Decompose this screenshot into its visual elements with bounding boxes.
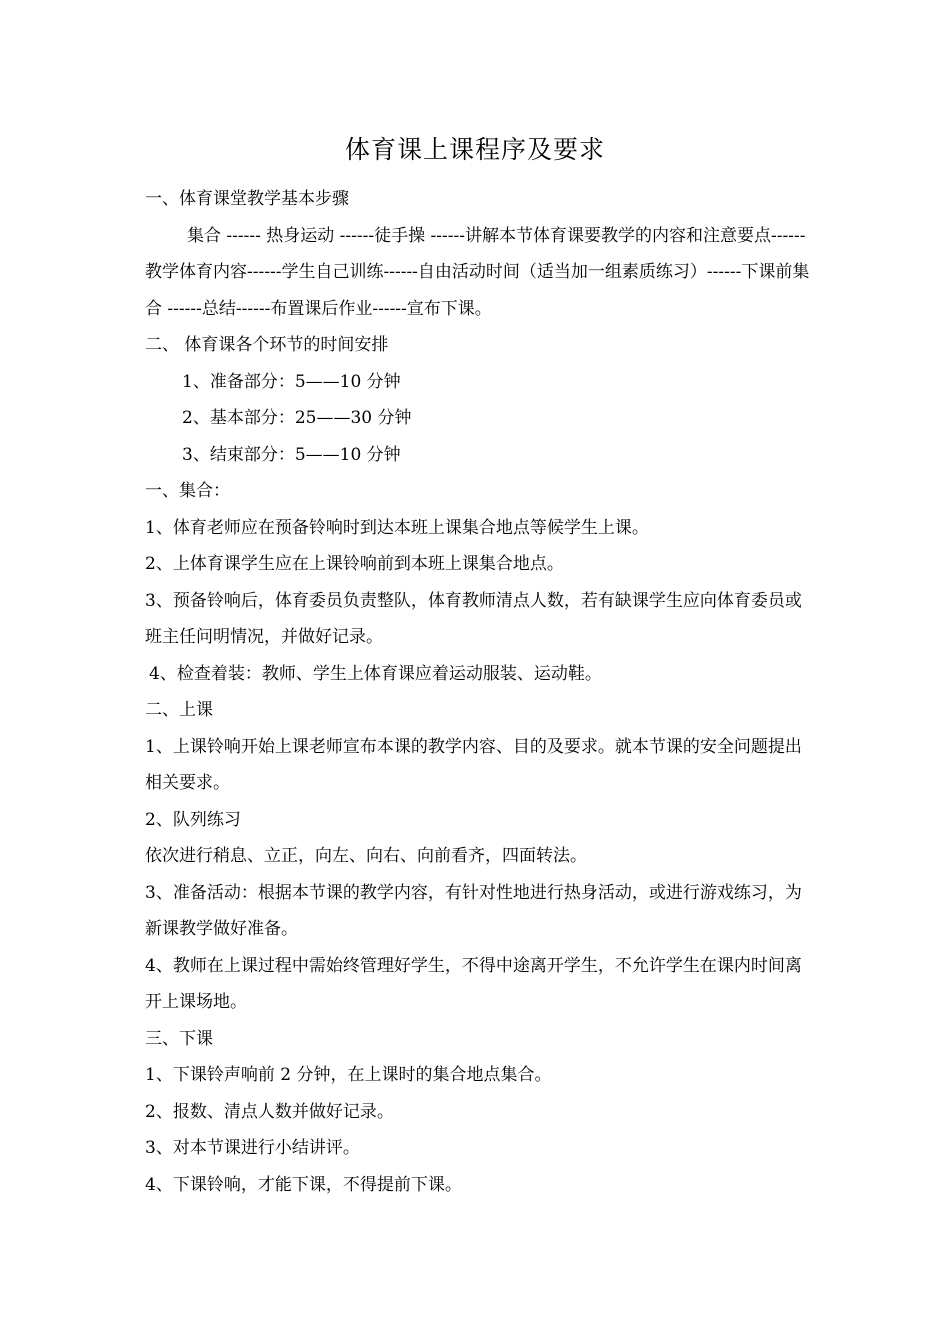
gather-item-3: 3、预备铃响后，体育委员负责整队，体育教师清点人数，若有缺课学生应向体育委员或班主任问明情况，并做好记录。 — [145, 590, 802, 647]
class-item-2-detail: 依次进行稍息、立正，向左、向右、向前看齐，四面转法。 — [145, 846, 587, 866]
dismiss-item-2: 2、报数、清点人数并做好记录。 — [145, 1101, 394, 1122]
gather-item-2: 2、上体育课学生应在上课铃响前到本班上课集合地点。 — [145, 554, 564, 574]
document-title: 体育课上课程序及要求 — [344, 135, 605, 164]
class-item-2: 2、队列练习 — [145, 809, 241, 830]
gather-item-4: 4、检查着装：教师、学生上体育课应着运动服装、运动鞋。 — [149, 663, 602, 684]
section-heading-dismiss: 三、下课 — [145, 1028, 213, 1049]
class-item-1: 1、上课铃响开始上课老师宣布本课的教学内容、目的及要求。就本节课的安全问题提出相关要求。 — [145, 736, 802, 793]
gather-item-1: 1、体育老师应在预备铃响时到达本班上课集合地点等候学生上课。 — [145, 517, 649, 538]
time-item-end: 3、结束部分：5——10 分钟 — [182, 444, 401, 465]
dismiss-item-4: 4、下课铃响，才能下课，不得提前下课。 — [145, 1174, 462, 1195]
section-heading-gather: 一、集合： — [145, 481, 230, 501]
steps-paragraph: 集合 ------ 热身运动 ------徒手操 ------讲解本节体育课要教学的内容和注意要点------教学体育内容------学生自己训练------自由活动时间（适当加一组素质练习）------下课前集合 ------总结------布置课后作业------宣布下课。 — [145, 225, 810, 319]
time-item-basic: 2、基本部分：25——30 分钟 — [182, 408, 412, 428]
class-item-3: 3、准备活动：根据本节课的教学内容，有针对性地进行热身活动，或进行游戏练习，为新课教学做好准备。 — [145, 882, 802, 939]
dismiss-item-3: 3、对本节课进行小结讲评。 — [145, 1138, 360, 1158]
section-heading-time: 二、 体育课各个环节的时间安排 — [145, 335, 389, 355]
time-item-prep: 1、准备部分：5——10 分钟 — [182, 371, 401, 392]
section-heading-class: 二、上课 — [145, 700, 213, 720]
dismiss-item-1: 1、下课铃声响前 2 分钟，在上课时的集合地点集合。 — [145, 1065, 552, 1085]
document-body — [145, 181, 813, 1203]
class-item-4: 4、教师在上课过程中需始终管理好学生，不得中途离开学生，不允许学生在课内时间离开上课场地。 — [145, 955, 802, 1012]
section-heading-steps: 一、体育课堂教学基本步骤 — [145, 189, 349, 209]
